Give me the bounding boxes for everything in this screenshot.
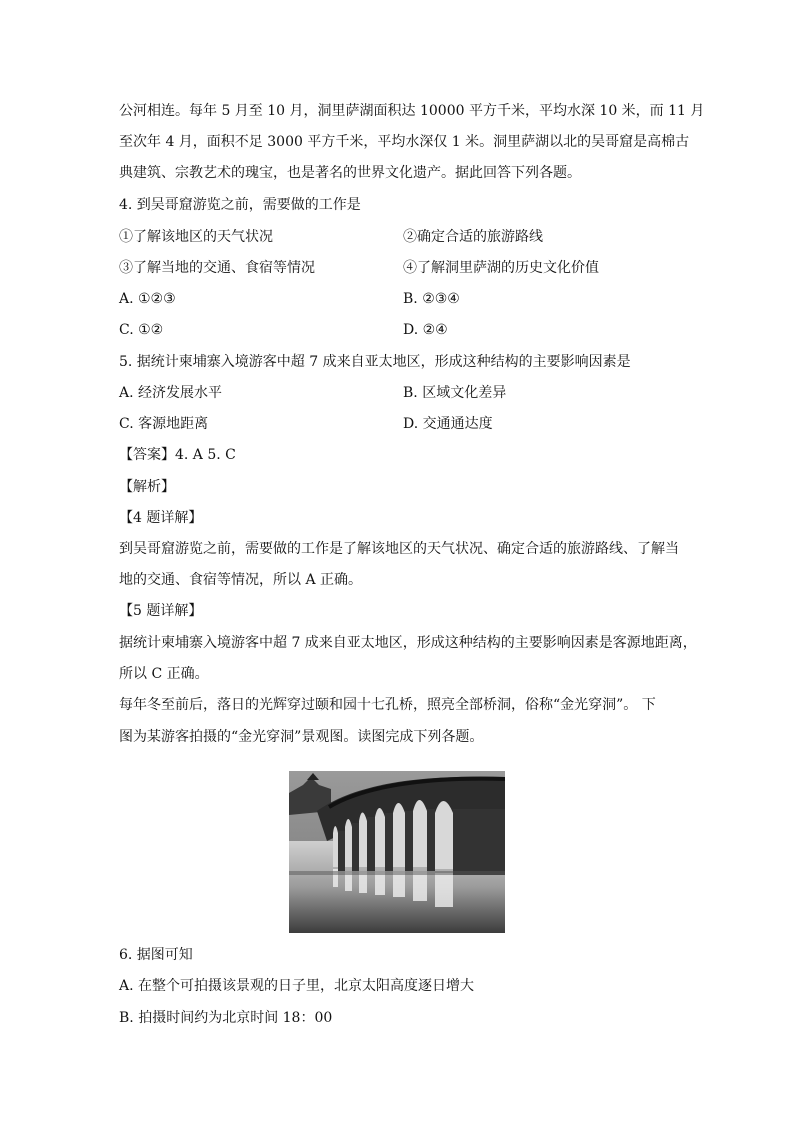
passage-line-2: 至次年 4 月，面积不足 3000 平方千米，平均水深仅 1 米。洞里萨湖以北的吴哥窟是高棉古 bbox=[119, 134, 690, 150]
q4-detail-title: 【4 题详解】 bbox=[119, 510, 203, 526]
bridge-photo bbox=[289, 771, 505, 933]
q5-option-d: D. 交通通达度 bbox=[403, 416, 493, 432]
q5-detail-title: 【5 题详解】 bbox=[119, 603, 203, 619]
q5-detail-line-2: 所以 C 正确。 bbox=[119, 666, 209, 682]
answer-line: 【答案】4. A 5. C bbox=[119, 447, 236, 463]
intro2-line-2: 图为某游客拍摄的“金光穿洞”景观图。读图完成下列各题。 bbox=[119, 729, 484, 745]
q4-item-2: ②确定合适的旅游路线 bbox=[403, 229, 543, 245]
q4-item-4: ④了解洞里萨湖的历史文化价值 bbox=[403, 260, 599, 276]
q5-option-a: A. 经济发展水平 bbox=[119, 385, 223, 401]
q4-option-a: A. ①②③ bbox=[119, 291, 176, 307]
q4-stem: 4. 到吴哥窟游览之前，需要做的工作是 bbox=[119, 197, 361, 213]
q6-option-a: A. 在整个可拍摄该景观的日子里，北京太阳高度逐日增大 bbox=[119, 978, 475, 994]
analysis-title: 【解析】 bbox=[119, 479, 175, 495]
passage-line-3: 典建筑、宗教艺术的瑰宝，也是著名的世界文化遗产。据此回答下列各题。 bbox=[119, 165, 581, 181]
q4-option-b: B. ②③④ bbox=[403, 291, 460, 307]
intro2-line-1: 每年冬至前后，落日的光辉穿过颐和园十七孔桥，照亮全部桥洞，俗称“金光穿洞”。 下 bbox=[119, 697, 656, 713]
q5-option-c: C. 客源地距离 bbox=[119, 416, 209, 432]
q4-option-c: C. ①② bbox=[119, 322, 164, 338]
q6-stem: 6. 据图可知 bbox=[119, 947, 193, 963]
q6-option-b: B. 拍摄时间约为北京时间 18：00 bbox=[119, 1010, 333, 1026]
q5-stem: 5. 据统计柬埔寨入境游客中超 7 成来自亚太地区，形成这种结构的主要影响因素是 bbox=[119, 354, 631, 370]
q5-option-b: B. 区域文化差异 bbox=[403, 385, 507, 401]
passage-line-1: 公河相连。每年 5 月至 10 月，洞里萨湖面积达 10000 平方千米，平均水深 10 米，而 11 月 bbox=[119, 103, 705, 119]
q4-item-3: ③了解当地的交通、食宿等情况 bbox=[119, 260, 315, 276]
q4-item-1: ①了解该地区的天气状况 bbox=[119, 229, 273, 245]
q4-detail-line-2: 地的交通、食宿等情况，所以 A 正确。 bbox=[119, 572, 363, 588]
q4-option-d: D. ②④ bbox=[403, 322, 448, 338]
q4-detail-line-1: 到吴哥窟游览之前，需要做的工作是了解该地区的天气状况、确定合适的旅游路线、了解当 bbox=[119, 541, 679, 557]
q5-detail-line-1: 据统计柬埔寨入境游客中超 7 成来自亚太地区，形成这种结构的主要影响因素是客源地距离， bbox=[119, 635, 697, 651]
